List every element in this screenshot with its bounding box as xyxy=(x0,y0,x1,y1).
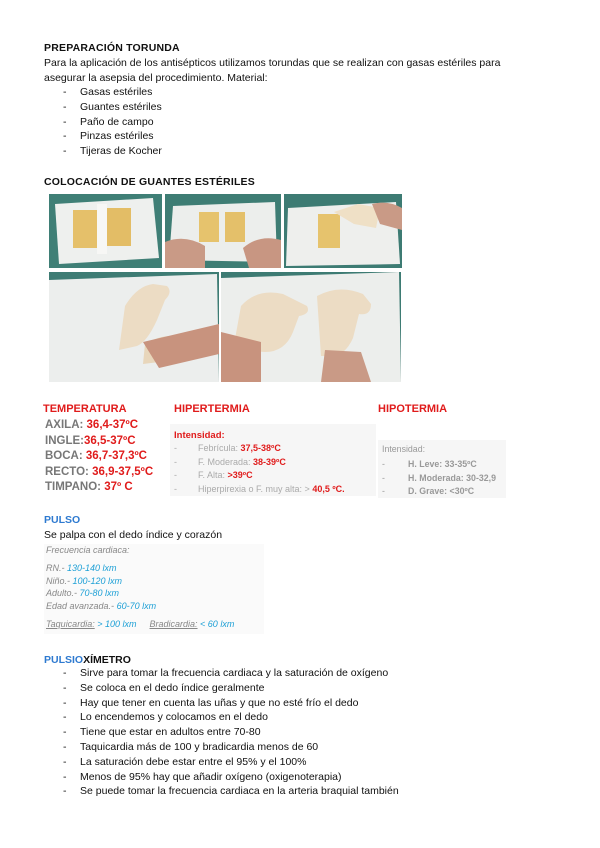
photo-glove-package xyxy=(49,194,162,268)
temp-range-value: 36,4-37ºC xyxy=(86,419,139,431)
photo-second-glove xyxy=(49,272,219,382)
list-item: - Gasas estériles xyxy=(44,85,162,100)
fc-label: RN.- xyxy=(46,563,67,574)
pulsioximetro-title-part-1: PULSIO xyxy=(44,654,84,666)
hipotermia-intensidad xyxy=(382,444,506,499)
list-item: - Menos de 95% hay que añadir oxígeno (oxigenoterapia) xyxy=(44,770,399,785)
temp-site-label: AXILA: xyxy=(45,419,87,431)
photo-gloves-on xyxy=(221,272,401,382)
hipotermia-intensidad-label: Intensidad: xyxy=(382,444,426,454)
temperatura-row xyxy=(45,434,153,450)
pulso-text: Se palpa con el dedo índice y corazón xyxy=(44,529,223,541)
pulso-title: PULSO xyxy=(44,514,81,526)
fc-label: Adulto.- xyxy=(46,588,80,599)
torunda-paragraph xyxy=(44,56,574,85)
temp-site-label: RECTO: xyxy=(45,465,93,478)
hipertermia-value: 37,5-38ºC xyxy=(240,443,281,453)
hipotermia-row xyxy=(382,458,506,472)
hipertermia-value: 40,5 ºC. xyxy=(312,483,345,494)
temperatura-row xyxy=(45,465,153,481)
hipertermia-row xyxy=(174,483,345,497)
list-item: - Sirve para tomar la frecuencia cardiaca y la saturación de oxígeno xyxy=(44,666,399,681)
list-item: - Guantes estériles xyxy=(44,100,162,115)
hipertermia-label: Hiperpirexia o F. muy alta: > xyxy=(198,483,313,494)
torunda-text-line-1: Para la aplicación de los antisépticos utilizamos torundas que se realizan con gasas estériles para xyxy=(44,57,501,69)
fc-value: 70-80 lxm xyxy=(79,588,120,599)
hipotermia-row xyxy=(382,472,506,486)
temp-range-value: 36,7-37,3ºC xyxy=(85,450,147,463)
heading-guantes: COLOCACIÓN DE GUANTES ESTÉRILES xyxy=(44,176,255,188)
hipertermia-row xyxy=(174,442,345,456)
list-item: - Se puede tomar la frecuencia cardiaca en la arteria braquial también xyxy=(44,784,399,799)
hipertermia-value: >39ºC xyxy=(227,470,253,480)
photo-opening-package xyxy=(165,194,281,268)
temperatura-row xyxy=(45,480,153,496)
hipotermia-text: D. Grave: <30ºC xyxy=(408,486,475,497)
fc-value: 100-120 lxm xyxy=(72,575,123,586)
fc-value: 60-70 lxm xyxy=(116,600,157,611)
temp-range-value: 36,5-37ºC xyxy=(83,434,136,447)
bradicardia-value: < 60 lxm xyxy=(197,619,235,629)
temperatura-row xyxy=(45,418,153,434)
list-item: - Tiene que estar en adultos entre 70-80 xyxy=(44,725,399,740)
hipertermia-row xyxy=(174,456,345,470)
dash: - xyxy=(174,470,177,480)
hipertermia-label: Febrícula: xyxy=(198,443,241,453)
dash: - xyxy=(174,456,177,467)
fc-value: 130-140 lxm xyxy=(67,563,117,574)
hipertermia-row xyxy=(174,469,345,483)
fc-row xyxy=(44,575,264,587)
list-item: - Hay que tener en cuenta las uñas y que no esté frío el dedo xyxy=(44,696,399,711)
temperatura-title: TEMPERATURA xyxy=(43,403,127,415)
fc-label: Niño.- xyxy=(46,575,73,586)
list-item: - La saturación debe estar entre el 95% y el 100% xyxy=(44,755,399,770)
dash: - xyxy=(174,483,177,494)
temp-range-value: 36,9-37,5ºC xyxy=(92,465,154,478)
hipertermia-intensidad-label: Intensidad: xyxy=(174,430,225,441)
hipotermia-text: H. Moderada: 30-32,9 xyxy=(408,472,496,483)
torunda-material-list xyxy=(44,85,162,159)
pulsioximetro-title-part-2: XÍMETRO xyxy=(83,654,131,666)
dash: - xyxy=(382,486,385,497)
list-item: - Lo encendemos y colocamos en el dedo xyxy=(44,710,399,725)
bradicardia-label: Bradicardia: xyxy=(149,619,198,629)
photo-first-glove xyxy=(284,194,402,268)
list-item: - Se coloca en el dedo índice geralmente xyxy=(44,681,399,696)
hipotermia-text: H. Leve: 33-35ºC xyxy=(408,459,477,469)
taquicardia-label: Taquicardia: xyxy=(46,619,95,629)
dash: - xyxy=(382,459,385,469)
hipertermia-label: F. Alta: xyxy=(198,470,228,480)
hipotermia-title: HIPOTERMIA xyxy=(378,403,448,415)
temp-range-value: 37º C xyxy=(104,481,133,494)
fc-title: Frecuencia cardiaca: xyxy=(46,545,130,555)
list-item: - Paño de campo xyxy=(44,115,162,130)
taquicardia-value: > 100 lxm xyxy=(94,619,137,629)
dash: - xyxy=(174,443,177,453)
temp-site-label: TIMPANO: xyxy=(45,481,105,494)
fc-label: Edad avanzada.- xyxy=(46,600,117,611)
pulsioximetro-title xyxy=(44,654,131,666)
list-item: - Pinzas estériles xyxy=(44,129,162,144)
temperatura-row xyxy=(45,449,153,465)
taqui-bradi-row xyxy=(46,619,234,629)
temp-site-label: INGLE: xyxy=(45,434,84,447)
hipertermia-intensidad xyxy=(174,430,345,496)
fc-row xyxy=(44,600,264,612)
list-item: - Taquicardia más de 100 y bradicardia menos de 60 xyxy=(44,740,399,755)
temperatura-ranges xyxy=(45,418,153,496)
fc-row xyxy=(44,587,264,599)
pulsioximetro-list xyxy=(44,666,399,799)
hipertermia-label: F. Moderada: xyxy=(198,456,254,467)
heading-torunda: PREPARACIÓN TORUNDA xyxy=(44,42,180,54)
hipotermia-row xyxy=(382,485,506,499)
dash: - xyxy=(382,472,385,483)
hipertermia-value: 38-39ºC xyxy=(253,456,286,467)
fc-row xyxy=(44,562,264,574)
list-item: - Tijeras de Kocher xyxy=(44,144,162,159)
torunda-text-line-2: asegurar la asepsia del procedimiento. Material: xyxy=(44,71,268,84)
hipertermia-title: HIPERTERMIA xyxy=(174,403,250,415)
temp-site-label: BOCA: xyxy=(45,450,86,463)
